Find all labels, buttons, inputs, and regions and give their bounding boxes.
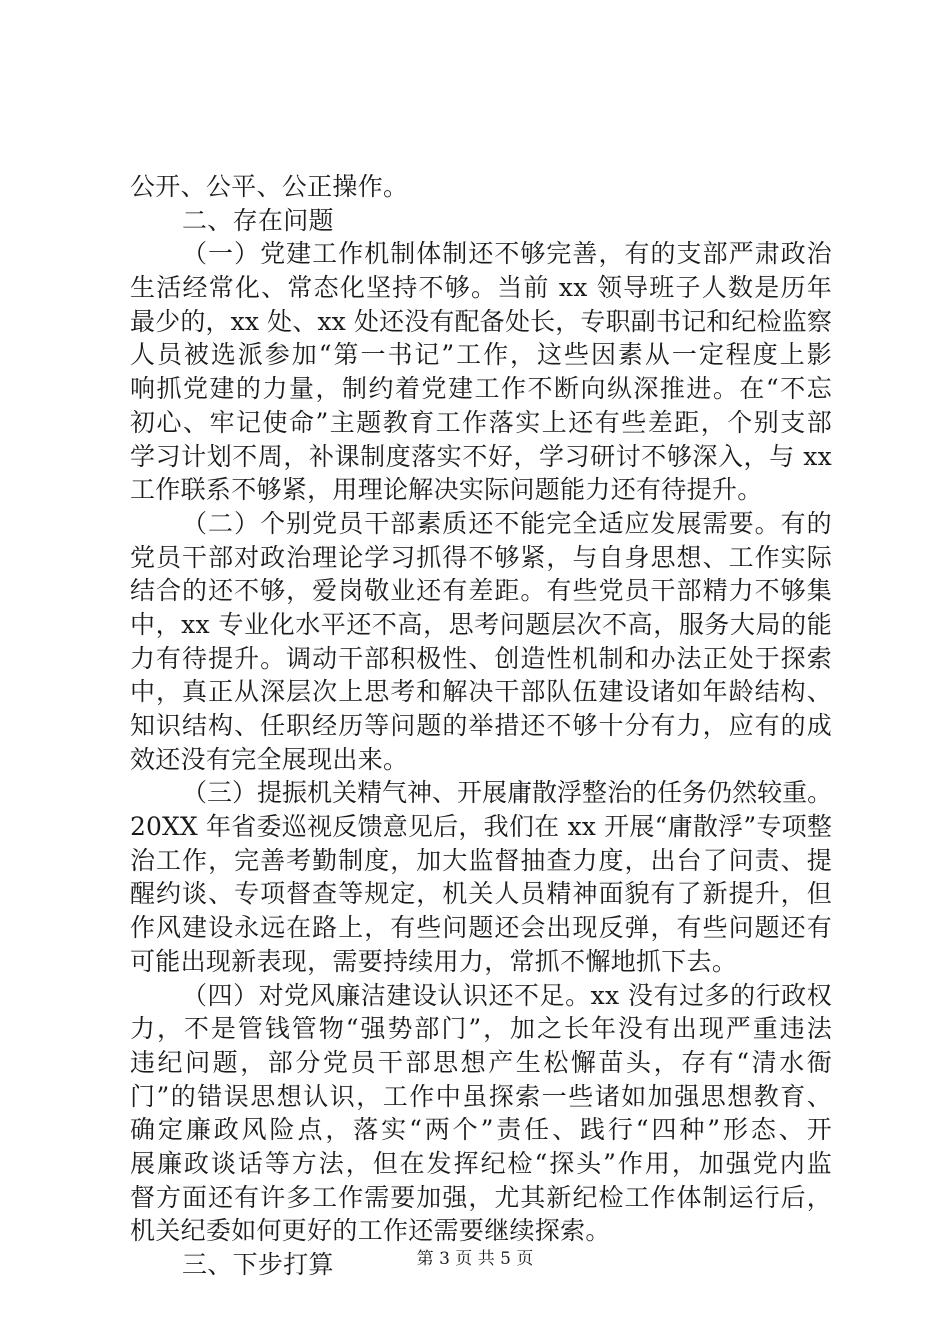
page-footer: 第 3 页 共 5 页 [416,1249,534,1269]
text-line: 结合的还不够，爱岗敬业还有差距。有些党员干部精力不够集 [130,576,832,606]
text-line: 三、下步打算 [182,1250,334,1279]
text-line: 违纪问题，部分党员干部思想产生松懈苗头，存有“清水衙 [130,1047,832,1077]
text-line: 党员干部对政治理论学习抓得不够紧，与自身思想、工作实际 [130,542,832,572]
text-line: 学习计划不周，补课制度落实不好，学习研讨不够深入，与 xx [130,441,832,471]
text-line: 力，不是管钱管物“强势部门”，加之长年没有出现严重违法 [130,1014,832,1044]
text-line: 最少的，xx 处、xx 处还没有配备处长，专职副书记和纪检监察 [130,306,832,336]
text-line: （四）对党风廉洁建设认识还不足。xx 没有过多的行政权 [182,980,832,1010]
text-line: 知识结构、任职经历等问题的举措还不够十分有力，应有的成 [130,711,832,740]
text-line: （一）党建工作机制体制还不够完善，有的支部严肃政治 [182,239,832,269]
text-line: 醒约谈、专项督查等规定，机关人员精神面貌有了新提升，但 [130,879,832,909]
text-line: 力有待提升。调动干部积极性、创造性机制和办法正处于探索 [130,643,832,673]
text-line: 展廉政谈话等方法，但在发挥纪检“探头”作用，加强党内监 [130,1148,832,1178]
text-line: 20XX 年省委巡视反馈意见后，我们在 xx 开展“庸散浮”专项整 [130,812,832,842]
text-line: 中，xx 专业化水平还不高，思考问题层次不高，服务大局的能 [130,609,832,639]
text-line: 效还没有完全展现出来。 [130,744,409,774]
text-line: 督方面还有许多工作需要加强，尤其新纪检工作体制运行后， [130,1182,832,1212]
text-line: （三）提振机关精气神、开展庸散浮整治的任务仍然较重。 [182,778,832,808]
text-line: 二、存在问题 [182,205,334,235]
text-line: 作风建设永远在路上，有些问题还会出现反弹，有些问题还有 [130,913,832,943]
document-body [130,170,832,1282]
text-line: 响抓党建的力量，制约着党建工作不断向纵深推进。在“不忘 [130,374,832,404]
text-line: 初心、牢记使命”主题教育工作落实上还有些差距，个别支部 [130,407,832,437]
text-line: 工作联系不够紧，用理论解决实际问题能力还有待提升。 [130,475,763,505]
text-line: 确定廉政风险点，落实“两个”责任、践行“四种”形态、开 [130,1115,832,1145]
text-line: （二）个别党员干部素质还不能完全适应发展需要。有的 [182,508,832,538]
text-line: 公开、公平、公正操作。 [130,172,409,201]
text-line: 机关纪委如何更好的工作还需要继续探索。 [130,1216,611,1246]
text-line: 治工作，完善考勤制度，加大监督抽查力度，出台了问责、提 [130,845,832,875]
text-line: 人员被选派参加“第一书记”工作，这些因素从一定程度上影 [130,340,832,370]
text-line: 门”的错误思想认识，工作中虽探索一些诸如加强思想教育、 [130,1081,832,1111]
text-line: 中，真正从深层次上思考和解决干部队伍建设诸如年龄结构、 [130,677,832,707]
text-line: 生活经常化、常态化坚持不够。当前 xx 领导班子人数是历年 [130,273,832,303]
text-line: 可能出现新表现，需要持续用力，常抓不懈地抓下去。 [130,946,738,976]
